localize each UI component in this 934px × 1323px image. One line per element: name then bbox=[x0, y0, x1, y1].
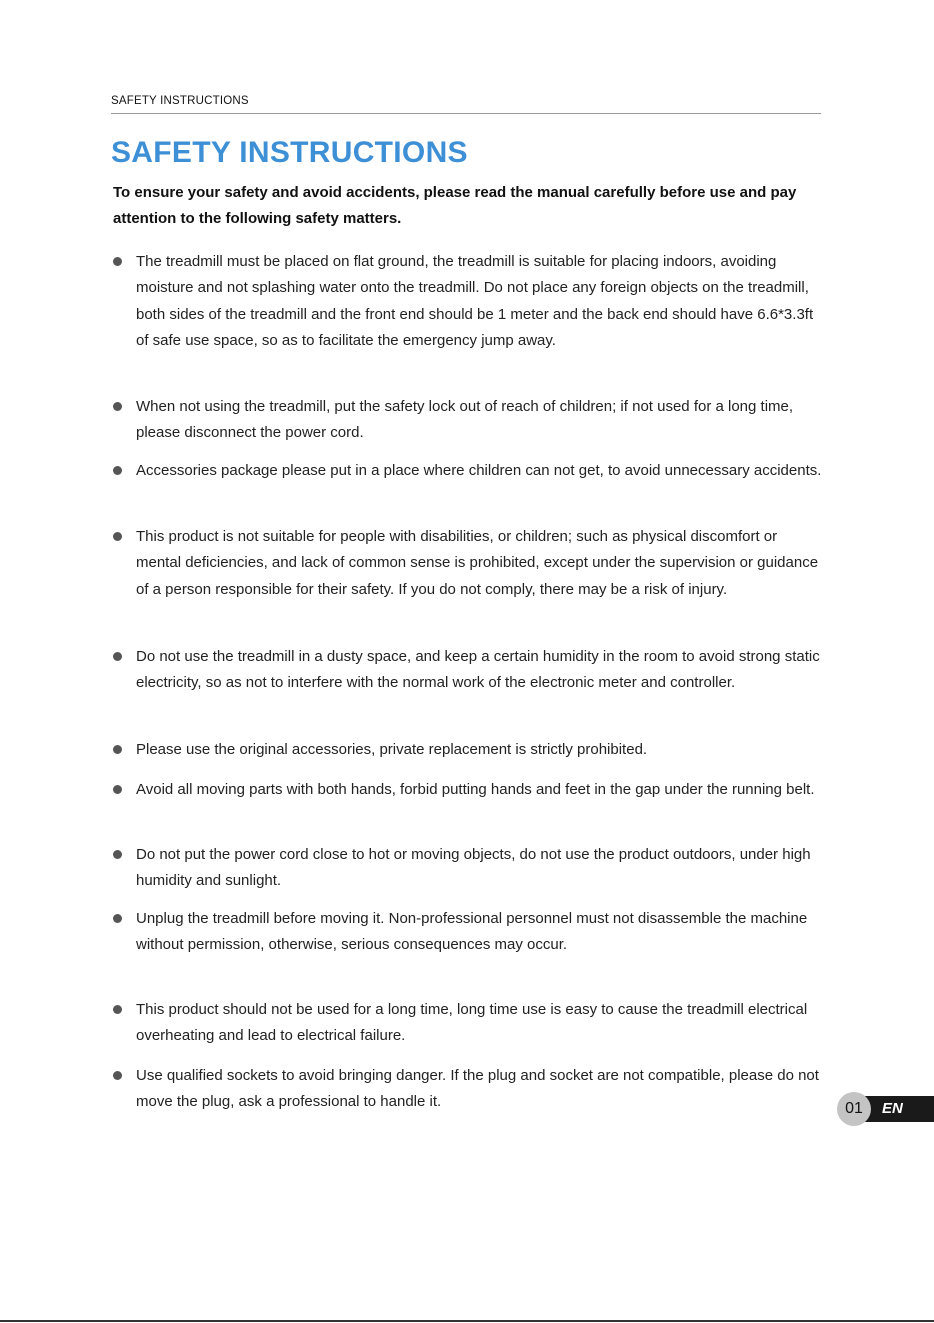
list-item-text: Do not put the power cord close to hot or moving objects, do not use the product outdoors, under high humidity and sunlight. bbox=[136, 846, 811, 890]
bullet-icon bbox=[113, 1005, 122, 1014]
page-title: SAFETY INSTRUCTIONS bbox=[111, 136, 468, 169]
list-item bbox=[111, 1063, 826, 1116]
list-item bbox=[111, 777, 826, 803]
list-item-text: Accessories package please put in a place where children can not get, to avoid unnecessary accidents. bbox=[136, 462, 822, 479]
bullet-icon bbox=[113, 745, 122, 754]
bullet-icon bbox=[113, 402, 122, 411]
bullet-icon bbox=[113, 466, 122, 475]
bullet-icon bbox=[113, 914, 122, 923]
list-item-text: Please use the original accessories, private replacement is strictly prohibited. bbox=[136, 741, 648, 758]
list-item bbox=[111, 842, 826, 895]
list-item bbox=[111, 394, 826, 447]
list-item-text: This product is not suitable for people with disabilities, or children; such as physical discomfort or mental deficiencies, and lack of common sense is prohibited, except under the supervision or guidance of a person responsible for their safety. If you do not comply, there may be a risk of injury. bbox=[136, 528, 819, 598]
list-item-text: Do not use the treadmill in a dusty space, and keep a certain humidity in the room to avoid strong static electricity, so as not to interfere with the normal work of the electronic meter and controller. bbox=[136, 648, 820, 692]
page-tab bbox=[837, 1092, 934, 1126]
list-item-text: Avoid all moving parts with both hands, forbid putting hands and feet in the gap under the running belt. bbox=[136, 781, 815, 798]
list-item bbox=[111, 997, 826, 1050]
bullet-icon bbox=[113, 785, 122, 794]
list-item-text: When not using the treadmill, put the safety lock out of reach of children; if not used for a long time, please disconnect the power cord. bbox=[136, 398, 794, 442]
list-item bbox=[111, 458, 826, 484]
list-item bbox=[111, 524, 826, 603]
list-item bbox=[111, 737, 826, 763]
header-divider bbox=[111, 113, 821, 114]
bullet-icon bbox=[113, 652, 122, 661]
list-item-text: This product should not be used for a long time, long time use is easy to cause the treadmill electrical overheating and lead to electrical failure. bbox=[136, 1001, 808, 1045]
list-item bbox=[111, 249, 826, 354]
list-item-text: The treadmill must be placed on flat ground, the treadmill is suitable for placing indoors, avoiding moisture and not splashing water onto the treadmill. Do not place any foreign objects on the treadmill, both sides of the treadmill and the front end should be 1 meter and the back end should have 6.6*3.3ft of safe use space, so as to facilitate the emergency jump away. bbox=[136, 253, 814, 349]
bullet-icon bbox=[113, 532, 122, 541]
page-number: 01 bbox=[837, 1092, 871, 1126]
list-item-text: Unplug the treadmill before moving it. Non-professional personnel must not disassemble the machine without permission, otherwise, serious consequences may occur. bbox=[136, 910, 808, 954]
list-item bbox=[111, 644, 826, 697]
list-item bbox=[111, 906, 826, 959]
bullet-icon bbox=[113, 257, 122, 266]
running-header: SAFETY INSTRUCTIONS bbox=[111, 95, 249, 107]
intro-paragraph: To ensure your safety and avoid accidents, please read the manual carefully before use and pay attention to the following safety matters. bbox=[113, 184, 797, 227]
bullet-icon bbox=[113, 850, 122, 859]
bullet-icon bbox=[113, 1071, 122, 1080]
bottom-divider bbox=[0, 1320, 934, 1322]
language-badge: EN bbox=[854, 1096, 934, 1122]
list-item-text: Use qualified sockets to avoid bringing danger. If the plug and socket are not compatible, please do not move the plug, ask a professional to handle it. bbox=[136, 1067, 819, 1111]
